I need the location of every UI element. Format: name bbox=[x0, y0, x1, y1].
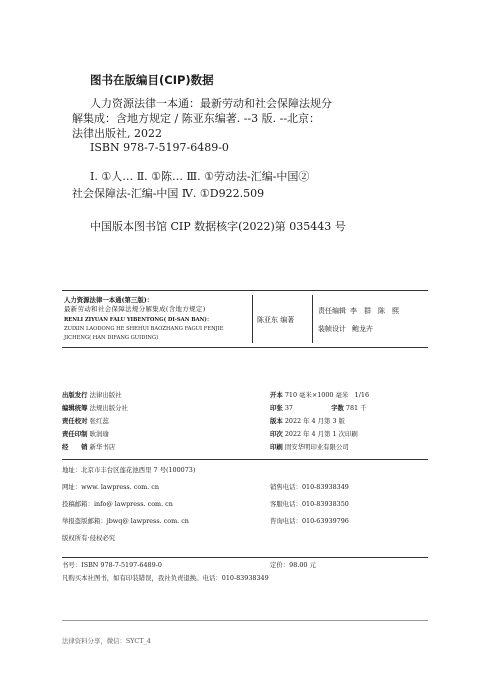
cip-line-1: 人力资源法律一本通：最新劳动和社会保障法规分 bbox=[90, 97, 332, 110]
book-title-pinyin-1: RENLI ZIYUAN FALU YIBENTONG( DI-SAN BAN)： bbox=[64, 317, 213, 323]
impression-label: 印次 bbox=[270, 430, 283, 438]
consult-phone: 咨询电话：010-63939796 bbox=[270, 517, 349, 525]
publisher-row bbox=[62, 391, 122, 400]
address: 地址：北京市丰台区莲花池西里 7 号(100073) bbox=[62, 466, 196, 474]
designer-label: 装帧设计 bbox=[318, 325, 346, 333]
cip-line-approval: 中国版本图书馆 CIP 数据核字(2022)第 035443 号 bbox=[90, 220, 346, 233]
proof-label: 责任校对 bbox=[62, 417, 88, 425]
print-row bbox=[62, 430, 109, 439]
report-email: 举报盗版邮箱：jbwq@ lawpress. com. cn bbox=[62, 517, 189, 525]
footer-isbn: 书号：ISBN 978-7-5197-6489-0 bbox=[62, 561, 162, 569]
divider-bottom bbox=[62, 620, 428, 621]
book-info-box bbox=[62, 290, 428, 348]
planning-row bbox=[62, 404, 128, 413]
format-label: 开本 bbox=[270, 391, 283, 399]
print-label: 责任印制 bbox=[62, 430, 88, 438]
footer-notice: 凡购买本社图书，如有印装错误，我社负责退换。电话：010-83938349 bbox=[62, 574, 269, 582]
dist-value: 新华书店 bbox=[89, 443, 116, 451]
format-row bbox=[270, 391, 369, 400]
proof-value: 张红蕊 bbox=[89, 417, 109, 425]
edition-value: 2022 年 4 月第 3 版 bbox=[284, 417, 345, 425]
author: 陈亚东 编著 bbox=[257, 316, 295, 324]
publisher-value: 法律出版社 bbox=[89, 391, 122, 399]
impression-value: 2022 年 4 月第 1 次印刷 bbox=[284, 430, 358, 438]
printer-row bbox=[270, 443, 349, 452]
format-value: 710 毫米×1000 毫米 1/16 bbox=[284, 391, 370, 399]
service-phone: 客服电话：010-83938350 bbox=[270, 500, 349, 508]
share-note: 法律资料分享，微信：SYCT_4 bbox=[62, 637, 151, 645]
cip-line-isbn: ISBN 978-7-5197-6489-0 bbox=[90, 141, 229, 154]
print-value: 耿润瑜 bbox=[89, 430, 109, 438]
sheets-value: 37 bbox=[284, 404, 293, 412]
cip-title: 图书在版编目(CIP)数据 bbox=[90, 73, 214, 87]
printer-value: 固安华明印业有限公司 bbox=[284, 443, 349, 451]
words-value: 781 千 bbox=[345, 404, 367, 412]
cip-line-classification-2: 社会保障法-汇编-中国 Ⅳ. ①D922.509 bbox=[72, 187, 265, 200]
footer-price: 定价：98.00 元 bbox=[270, 561, 316, 569]
book-title-cn: 人力资源法律一本通(第三版)： bbox=[64, 296, 154, 304]
dist-row bbox=[62, 443, 115, 452]
editor-names: 李 群 陈 熙 bbox=[350, 307, 399, 315]
cip-line-3: 法律出版社, 2022 bbox=[72, 127, 162, 140]
sheets-row bbox=[270, 404, 367, 413]
printer-label: 印刷 bbox=[270, 443, 283, 451]
sheets-label: 印张 bbox=[270, 404, 283, 412]
impression-row bbox=[270, 430, 358, 439]
editor-label: 责任编辑 bbox=[318, 307, 346, 315]
proof-row bbox=[62, 417, 109, 426]
words-label: 字数 bbox=[331, 404, 344, 412]
planning-value: 法规出版分社 bbox=[89, 404, 128, 412]
box-divider-2 bbox=[312, 295, 313, 343]
designer-name: 鲍龙卉 bbox=[352, 325, 373, 333]
cip-line-classification: Ⅰ. ①人… Ⅱ. ①陈… Ⅲ. ①劳动法-汇编-中国② bbox=[90, 170, 310, 183]
edition-row bbox=[270, 417, 345, 426]
book-subtitle-cn: 最新劳动和社会保障法规分解集成(含地方规定) bbox=[64, 305, 206, 313]
publisher-label: 出版发行 bbox=[62, 391, 88, 399]
dist-label: 经 销 bbox=[62, 443, 88, 451]
submit-email: 投稿邮箱：info@ lawpress. com. cn bbox=[62, 500, 173, 508]
planning-label: 编辑统筹 bbox=[62, 404, 88, 412]
edition-label: 版本 bbox=[270, 417, 283, 425]
box-divider-1 bbox=[252, 295, 253, 343]
rights-notice: 版权所有·侵权必究 bbox=[62, 534, 116, 542]
cip-line-2: 解集成：含地方规定 / 陈亚东编著. --3 版. --北京： bbox=[72, 112, 321, 125]
book-title-pinyin-3: JICHENG( HAN DIFANG GUIDING) bbox=[64, 335, 159, 341]
sales-phone: 销售电话：010-83938349 bbox=[270, 483, 349, 491]
website: 网址：www. lawpress. com. cn bbox=[62, 483, 160, 491]
divider-footer bbox=[62, 557, 428, 558]
book-title-pinyin-2: ZUIXIN LAODONG HE SHEHUI BAOZHANG FAGUI FENJIE bbox=[64, 326, 224, 332]
divider-contact bbox=[62, 459, 428, 460]
